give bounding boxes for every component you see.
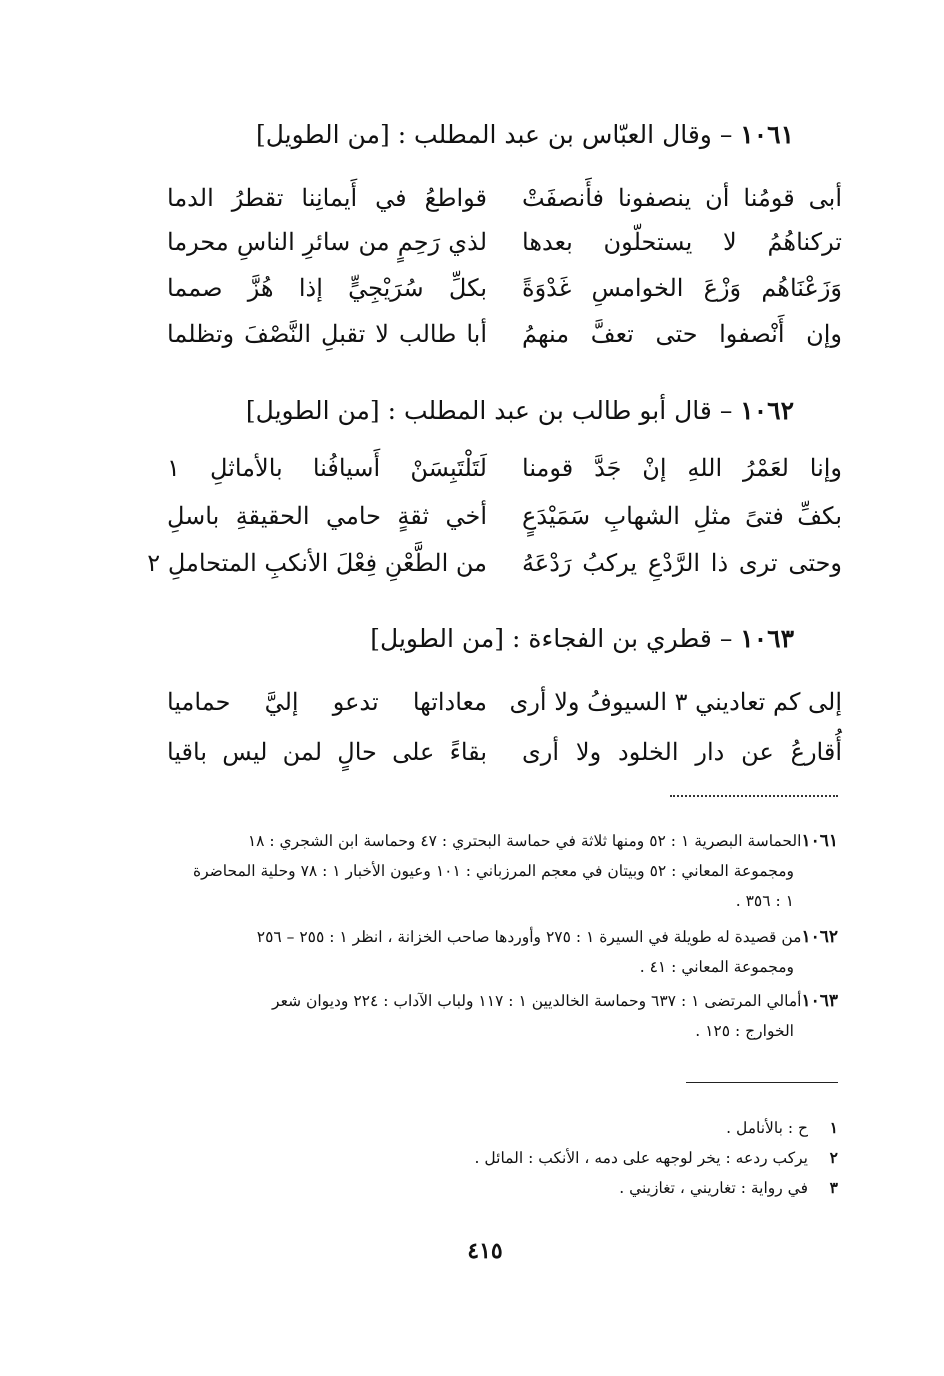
source-entry xyxy=(180,986,838,1046)
verse-line xyxy=(168,680,842,724)
verse-line xyxy=(147,541,842,585)
verse-first-hemistich: أُقارعُ عن دار الخلود ولا أرى xyxy=(522,738,842,766)
source-number: ١٠٦٣ xyxy=(801,991,838,1011)
poem-number: ١٠٦٢ xyxy=(740,396,794,425)
dotted-separator xyxy=(670,795,838,797)
source-line xyxy=(180,986,838,1016)
poem-heading xyxy=(256,118,794,152)
footnote-number: ١ xyxy=(829,1118,838,1137)
verse-line xyxy=(168,176,842,220)
verse-first-hemistich: وحتى ترى ذا الرَّدْعِ يركبُ رَدْعَهُ xyxy=(522,549,842,577)
poem-title: قال أبو طالب بن عبد المطلب : xyxy=(387,396,712,425)
footnote-text: ح : بالأنامل . xyxy=(726,1119,808,1137)
verse-second-hemistich: لَتَلْتَبِسَنْ أَسيافُنا بالأماثلِ ١ xyxy=(167,454,487,482)
verse-first-hemistich: وإن أَنْصفوا حتى تعفَّ منهمُ xyxy=(522,320,842,348)
footnote xyxy=(619,1174,838,1202)
heading-dash: – xyxy=(719,120,733,149)
source-entry xyxy=(180,922,838,982)
verse-second-hemistich: لذي رَحِمٍ من سائرِ الناسِ محرما xyxy=(167,228,487,256)
verse-line xyxy=(168,266,842,310)
footnote-rule xyxy=(686,1082,838,1083)
poem-meter: [من الطويل] xyxy=(255,120,390,149)
source-number: ١٠٦١ xyxy=(801,831,838,851)
source-text: الحماسة البصرية ١ : ٥٢ ومنها ثلاثة في حماسة البحتري : ٤٧ وحماسة ابن الشجري : ١٨ xyxy=(247,832,802,850)
verse-second-hemistich: قواطعُ في أَيمانِنا تقطرُ الدما xyxy=(167,184,487,212)
footnote-number: ٣ xyxy=(829,1178,838,1197)
source-entry xyxy=(180,826,838,916)
footnote-text: يركب ردعه : يخر لوجهه على دمه ، الأنكب : المائل . xyxy=(474,1149,808,1167)
footnote xyxy=(475,1144,838,1172)
footnote-text: في رواية : تغاريني ، تغازيني . xyxy=(619,1179,808,1197)
source-line: ومجموعة المعاني : ٤١ . xyxy=(639,958,794,976)
source-line xyxy=(180,826,838,856)
heading-dash: – xyxy=(719,396,733,425)
source-text: من قصيدة له طويلة في السيرة ١ : ٢٧٥ وأوردها صاحب الخزانة ، انظر ١ : ٢٥٥ – ٢٥٦ xyxy=(256,928,802,946)
source-line xyxy=(180,922,838,952)
source-line: الخوارج : ١٢٥ . xyxy=(695,1022,794,1040)
verse-line xyxy=(168,220,842,264)
poem-heading xyxy=(370,622,794,656)
poem-title: وقال العبّاس بن عبد المطلب : xyxy=(397,120,712,149)
verse-second-hemistich: من الطَّعْنِ فِعْلَ الأنكبِ المتحاملِ ٢ xyxy=(147,549,487,577)
verse-second-hemistich: أخي ثقةٍ حامي الحقيقةِ باسلِ xyxy=(167,502,487,530)
poem-number: ١٠٦١ xyxy=(740,120,794,149)
verse-line xyxy=(168,312,842,356)
source-text: أمالي المرتضى ١ : ٦٣٧ وحماسة الخالديين ١ : ١١٧ ولباب الآداب : ٢٢٤ وديوان شعر xyxy=(272,992,802,1010)
poem-number: ١٠٦٣ xyxy=(740,624,794,653)
poem-meter: [من الطويل] xyxy=(370,624,505,653)
source-number: ١٠٦٢ xyxy=(801,927,838,947)
verse-second-hemistich: بقاءً على حالٍ لمن ليس باقيا xyxy=(167,738,487,766)
verse-first-hemistich: أبى قومُنا أن ينصفونا فأَنصفَتْ xyxy=(522,184,842,212)
heading-dash: – xyxy=(719,624,733,653)
verse-second-hemistich: بكلِّ سُرَيْجِيٍّ إذا هُزَّ صمما xyxy=(167,274,487,302)
poem-meter: [من الطويل] xyxy=(245,396,380,425)
poem-heading xyxy=(246,394,794,428)
verse-second-hemistich: أبا طالب لا تقبلِ النَّصْفَ وتظلما xyxy=(167,320,487,348)
verse-first-hemistich: وإنا لعَمْرُ اللهِ إنْ جَدَّ قومنا xyxy=(522,454,842,482)
verse-first-hemistich: بكفِّ فتىً مثلِ الشهابِ سَمَيْدَعٍ xyxy=(522,502,842,530)
verse-line xyxy=(168,730,842,774)
verse-line xyxy=(168,494,842,538)
footnote xyxy=(726,1114,838,1142)
footnote-number: ٢ xyxy=(829,1148,838,1167)
poem-title: قطري بن الفجاءة : xyxy=(511,624,712,653)
verse-line xyxy=(168,446,842,490)
verse-second-hemistich: معاداتها تدعو إليَّ حماميا xyxy=(167,688,487,716)
source-line: ومجموعة المعاني : ٥٢ وبيتان في معجم المرزباني : ١٠١ وعيون الأخبار ١ : ٧٨ وحلية المحاضرة xyxy=(192,862,794,880)
page-number: ٤١٥ xyxy=(467,1238,503,1264)
verse-first-hemistich: إلى كم تعاديني ٣ السيوفُ ولا أرى xyxy=(509,688,842,716)
verse-first-hemistich: وَزَعْنَاهُم وَزْعَ الخوامسِ غَدْوَةً xyxy=(522,274,842,302)
verse-first-hemistich: تركناهُمُ لا يستحلّون بعدها xyxy=(522,228,842,256)
source-line: ١ : ٣٥٦ . xyxy=(735,892,794,910)
